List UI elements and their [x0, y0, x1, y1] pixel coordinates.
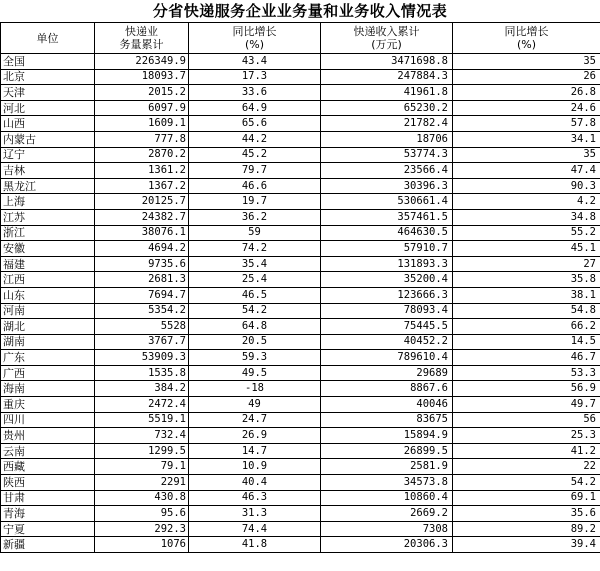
cell-volume: 1076: [95, 537, 189, 553]
cell-volume-growth: -18: [189, 381, 321, 397]
cell-revenue: 34573.8: [321, 475, 453, 491]
cell-unit: 北京: [1, 69, 95, 85]
cell-volume-growth: 49.5: [189, 365, 321, 381]
header-revenue-line2: (万元): [371, 38, 402, 51]
cell-unit: 贵州: [1, 428, 95, 444]
cell-volume-growth: 24.7: [189, 412, 321, 428]
table-row: [1, 163, 600, 179]
header-revenue-growth: [453, 23, 600, 54]
cell-unit: 湖南: [1, 334, 95, 350]
table-row: [1, 147, 600, 163]
cell-revenue-growth: 35: [453, 54, 600, 70]
cell-volume: 1299.5: [95, 443, 189, 459]
table-row: [1, 116, 600, 132]
cell-volume: 24382.7: [95, 209, 189, 225]
cell-revenue: 75445.5: [321, 319, 453, 335]
cell-unit: 重庆: [1, 397, 95, 413]
table-row: [1, 397, 600, 413]
cell-volume: 430.8: [95, 490, 189, 506]
table-row: [1, 490, 600, 506]
cell-revenue: 123666.3: [321, 287, 453, 303]
header-unit-label: 单位: [36, 31, 59, 45]
cell-volume-growth: 45.2: [189, 147, 321, 163]
cell-volume: 95.6: [95, 506, 189, 522]
table-row: [1, 537, 600, 553]
cell-revenue: 30396.3: [321, 178, 453, 194]
header-revenue-line1: 快递收入累计: [353, 25, 420, 38]
table-row: [1, 272, 600, 288]
cell-volume: 384.2: [95, 381, 189, 397]
cell-volume: 1361.2: [95, 163, 189, 179]
header-volume: [95, 23, 189, 54]
table-row: [1, 319, 600, 335]
cell-volume-growth: 20.5: [189, 334, 321, 350]
cell-unit: 安徽: [1, 241, 95, 257]
table-row: [1, 350, 600, 366]
cell-revenue-growth: 41.2: [453, 443, 600, 459]
cell-volume: 9735.6: [95, 256, 189, 272]
cell-volume-growth: 46.6: [189, 178, 321, 194]
cell-revenue-growth: 35.8: [453, 272, 600, 288]
cell-unit: 广东: [1, 350, 95, 366]
cell-revenue: 21782.4: [321, 116, 453, 132]
cell-unit: 青海: [1, 506, 95, 522]
cell-volume: 2472.4: [95, 397, 189, 413]
cell-volume: 6097.9: [95, 100, 189, 116]
header-volume-growth-line1: 同比增长: [232, 25, 277, 38]
cell-volume: 777.8: [95, 131, 189, 147]
cell-volume: 53909.3: [95, 350, 189, 366]
cell-revenue: 10860.4: [321, 490, 453, 506]
table-row: [1, 443, 600, 459]
cell-unit: 广西: [1, 365, 95, 381]
cell-volume-growth: 43.4: [189, 54, 321, 70]
cell-revenue-growth: 56.9: [453, 381, 600, 397]
header-volume-growth: [189, 23, 321, 54]
cell-volume: 38076.1: [95, 225, 189, 241]
cell-revenue: 57910.7: [321, 241, 453, 257]
cell-volume: 18093.7: [95, 69, 189, 85]
table-header: [1, 23, 600, 54]
cell-unit: 山西: [1, 116, 95, 132]
cell-revenue: 789610.4: [321, 350, 453, 366]
cell-unit: 四川: [1, 412, 95, 428]
cell-revenue: 2581.9: [321, 459, 453, 475]
cell-revenue: 7308: [321, 521, 453, 537]
table-row: [1, 85, 600, 101]
header-volume-line2: 务量累计: [119, 38, 164, 51]
cell-revenue-growth: 24.6: [453, 100, 600, 116]
cell-volume: 5528: [95, 319, 189, 335]
cell-revenue: 18706: [321, 131, 453, 147]
cell-revenue-growth: 27: [453, 256, 600, 272]
cell-revenue: 65230.2: [321, 100, 453, 116]
cell-volume: 3767.7: [95, 334, 189, 350]
cell-revenue: 83675: [321, 412, 453, 428]
cell-volume: 732.4: [95, 428, 189, 444]
cell-volume: 4694.2: [95, 241, 189, 257]
cell-volume-growth: 79.7: [189, 163, 321, 179]
cell-volume: 79.1: [95, 459, 189, 475]
cell-volume-growth: 17.3: [189, 69, 321, 85]
cell-revenue: 15894.9: [321, 428, 453, 444]
cell-unit: 浙江: [1, 225, 95, 241]
cell-volume: 1609.1: [95, 116, 189, 132]
cell-unit: 宁夏: [1, 521, 95, 537]
cell-volume-growth: 64.8: [189, 319, 321, 335]
cell-unit: 西藏: [1, 459, 95, 475]
cell-revenue: 3471698.8: [321, 54, 453, 70]
cell-revenue-growth: 47.4: [453, 163, 600, 179]
cell-unit: 甘肃: [1, 490, 95, 506]
cell-volume-growth: 74.4: [189, 521, 321, 537]
cell-volume: 5519.1: [95, 412, 189, 428]
cell-unit: 江苏: [1, 209, 95, 225]
cell-volume: 292.3: [95, 521, 189, 537]
cell-revenue-growth: 66.2: [453, 319, 600, 335]
cell-volume-growth: 46.3: [189, 490, 321, 506]
header-unit: [1, 23, 95, 54]
cell-revenue: 29689: [321, 365, 453, 381]
cell-revenue: 8867.6: [321, 381, 453, 397]
cell-revenue-growth: 35.6: [453, 506, 600, 522]
table-row: [1, 100, 600, 116]
cell-revenue: 40452.2: [321, 334, 453, 350]
cell-revenue: 2669.2: [321, 506, 453, 522]
cell-volume: 1535.8: [95, 365, 189, 381]
table-row: [1, 412, 600, 428]
cell-revenue-growth: 4.2: [453, 194, 600, 210]
cell-revenue-growth: 46.7: [453, 350, 600, 366]
table-row: [1, 54, 600, 70]
cell-revenue-growth: 25.3: [453, 428, 600, 444]
cell-volume-growth: 44.2: [189, 131, 321, 147]
cell-volume-growth: 65.6: [189, 116, 321, 132]
cell-volume-growth: 54.2: [189, 303, 321, 319]
cell-revenue-growth: 54.8: [453, 303, 600, 319]
table-row: [1, 256, 600, 272]
cell-revenue-growth: 26: [453, 69, 600, 85]
cell-volume: 7694.7: [95, 287, 189, 303]
cell-unit: 上海: [1, 194, 95, 210]
cell-revenue-growth: 14.5: [453, 334, 600, 350]
cell-revenue-growth: 39.4: [453, 537, 600, 553]
table-row: [1, 287, 600, 303]
cell-unit: 福建: [1, 256, 95, 272]
table-row: [1, 506, 600, 522]
cell-volume-growth: 36.2: [189, 209, 321, 225]
cell-volume: 5354.2: [95, 303, 189, 319]
cell-unit: 天津: [1, 85, 95, 101]
cell-revenue-growth: 57.8: [453, 116, 600, 132]
table-row: [1, 459, 600, 475]
cell-unit: 吉林: [1, 163, 95, 179]
header-revenue-growth-line2: (%): [516, 38, 537, 51]
table-body: [1, 54, 600, 553]
table-row: [1, 178, 600, 194]
cell-volume-growth: 31.3: [189, 506, 321, 522]
cell-revenue: 131893.3: [321, 256, 453, 272]
cell-volume-growth: 26.9: [189, 428, 321, 444]
cell-volume-growth: 46.5: [189, 287, 321, 303]
cell-unit: 河南: [1, 303, 95, 319]
cell-volume-growth: 40.4: [189, 475, 321, 491]
cell-volume-growth: 59: [189, 225, 321, 241]
cell-volume-growth: 33.6: [189, 85, 321, 101]
cell-unit: 陕西: [1, 475, 95, 491]
cell-volume-growth: 59.3: [189, 350, 321, 366]
table-row: [1, 475, 600, 491]
cell-volume-growth: 14.7: [189, 443, 321, 459]
cell-volume-growth: 10.9: [189, 459, 321, 475]
cell-volume: 2291: [95, 475, 189, 491]
cell-revenue-growth: 34.1: [453, 131, 600, 147]
cell-volume-growth: 49: [189, 397, 321, 413]
table-row: [1, 209, 600, 225]
cell-revenue-growth: 90.3: [453, 178, 600, 194]
cell-revenue: 40046: [321, 397, 453, 413]
cell-revenue-growth: 26.8: [453, 85, 600, 101]
cell-volume-growth: 74.2: [189, 241, 321, 257]
cell-revenue: 357461.5: [321, 209, 453, 225]
cell-revenue: 35200.4: [321, 272, 453, 288]
cell-unit: 河北: [1, 100, 95, 116]
cell-unit: 云南: [1, 443, 95, 459]
cell-revenue: 530661.4: [321, 194, 453, 210]
table-row: [1, 365, 600, 381]
page-title: 分省快递服务企业业务量和业务收入情况表: [152, 2, 448, 20]
cell-volume: 2015.2: [95, 85, 189, 101]
cell-volume-growth: 41.8: [189, 537, 321, 553]
cell-unit: 湖北: [1, 319, 95, 335]
table-row: [1, 521, 600, 537]
cell-volume-growth: 64.9: [189, 100, 321, 116]
cell-unit: 全国: [1, 54, 95, 70]
cell-revenue: 464630.5: [321, 225, 453, 241]
cell-revenue-growth: 53.3: [453, 365, 600, 381]
cell-revenue-growth: 55.2: [453, 225, 600, 241]
cell-volume: 1367.2: [95, 178, 189, 194]
cell-revenue-growth: 34.8: [453, 209, 600, 225]
table-row: [1, 303, 600, 319]
cell-revenue-growth: 54.2: [453, 475, 600, 491]
cell-revenue: 78093.4: [321, 303, 453, 319]
cell-volume-growth: 25.4: [189, 272, 321, 288]
cell-unit: 山东: [1, 287, 95, 303]
cell-revenue: 53774.3: [321, 147, 453, 163]
table-row: [1, 241, 600, 257]
cell-revenue-growth: 56: [453, 412, 600, 428]
cell-revenue: 26899.5: [321, 443, 453, 459]
cell-revenue-growth: 49.7: [453, 397, 600, 413]
cell-revenue: 23566.4: [321, 163, 453, 179]
cell-volume: 2681.3: [95, 272, 189, 288]
cell-revenue-growth: 22: [453, 459, 600, 475]
cell-revenue: 247884.3: [321, 69, 453, 85]
cell-revenue-growth: 69.1: [453, 490, 600, 506]
header-revenue: [321, 23, 453, 54]
cell-unit: 辽宁: [1, 147, 95, 163]
cell-revenue: 20306.3: [321, 537, 453, 553]
header-row: [1, 23, 600, 54]
cell-unit: 新疆: [1, 537, 95, 553]
cell-unit: 海南: [1, 381, 95, 397]
cell-revenue-growth: 38.1: [453, 287, 600, 303]
table-row: [1, 381, 600, 397]
cell-volume: 2870.2: [95, 147, 189, 163]
data-table: [0, 22, 600, 553]
cell-revenue-growth: 35: [453, 147, 600, 163]
cell-volume: 226349.9: [95, 54, 189, 70]
header-volume-growth-line2: (%): [244, 38, 265, 51]
table-row: [1, 131, 600, 147]
header-volume-line1: 快递业: [125, 25, 158, 38]
cell-unit: 内蒙古: [1, 131, 95, 147]
cell-volume-growth: 19.7: [189, 194, 321, 210]
cell-volume: 20125.7: [95, 194, 189, 210]
table-row: [1, 225, 600, 241]
cell-unit: 黑龙江: [1, 178, 95, 194]
cell-volume-growth: 35.4: [189, 256, 321, 272]
cell-revenue: 41961.8: [321, 85, 453, 101]
header-revenue-growth-line1: 同比增长: [504, 25, 549, 38]
cell-revenue-growth: 45.1: [453, 241, 600, 257]
table-row: [1, 334, 600, 350]
table-row: [1, 194, 600, 210]
table-row: [1, 69, 600, 85]
table-row: [1, 428, 600, 444]
cell-unit: 江西: [1, 272, 95, 288]
cell-revenue-growth: 89.2: [453, 521, 600, 537]
